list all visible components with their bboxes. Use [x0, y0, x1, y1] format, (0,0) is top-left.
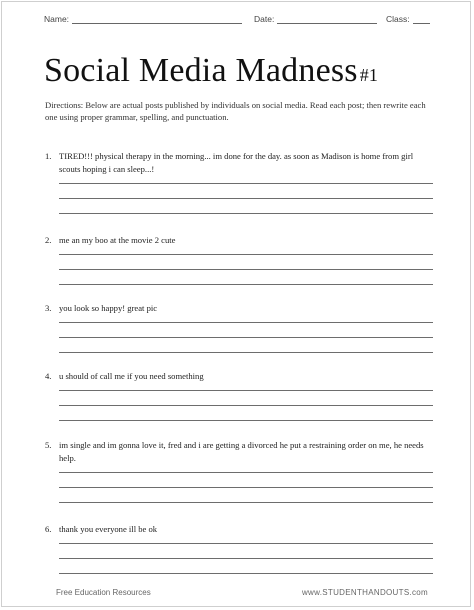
page-title: [44, 52, 378, 90]
answer-line[interactable]: [59, 405, 433, 406]
answer-line[interactable]: [59, 472, 433, 473]
answer-line[interactable]: [59, 337, 433, 338]
answer-line[interactable]: [59, 284, 433, 285]
question-number: 3.: [45, 303, 52, 313]
question-text: TIRED!!! physical therapy in the morning... im done for the day. as soon as Madison is home from girl scouts hoping i can sleep...!: [59, 151, 414, 174]
name-blank[interactable]: [72, 14, 242, 24]
answer-line[interactable]: [59, 183, 433, 184]
answer-line[interactable]: [59, 390, 433, 391]
question-5: [45, 439, 433, 465]
directions-text: Directions: Below are actual posts published by individuals on social media. Read each post; then rewrite each one using proper grammar, spelling, and punctuation.: [45, 100, 426, 122]
question-3: [45, 302, 433, 315]
question-2: [45, 234, 433, 247]
title-number: #1: [359, 65, 379, 85]
question-text: me an my boo at the movie 2 cute: [59, 235, 176, 245]
question-prompt: [45, 439, 433, 465]
question-prompt: [45, 523, 433, 536]
question-prompt: [45, 370, 433, 383]
answer-line[interactable]: [59, 558, 433, 559]
question-number: 2.: [45, 235, 52, 245]
date-label: Date:: [254, 14, 275, 24]
answer-line[interactable]: [59, 573, 433, 574]
question-prompt: [45, 234, 433, 247]
question-number: 4.: [45, 371, 52, 381]
question-text: thank you everyone ill be ok: [59, 524, 158, 534]
question-4: [45, 370, 433, 383]
question-prompt: [45, 302, 433, 315]
answer-line[interactable]: [59, 322, 433, 323]
title-main: Social Media Madness: [44, 52, 358, 89]
answer-line[interactable]: [59, 198, 433, 199]
question-number: 1.: [45, 151, 52, 161]
answer-line[interactable]: [59, 254, 433, 255]
question-prompt: [45, 150, 433, 176]
name-field: [44, 14, 242, 24]
question-1: [45, 150, 433, 176]
answer-line[interactable]: [59, 543, 433, 544]
footer-website-link[interactable]: www.STUDENTHANDOUTS.com: [301, 588, 428, 597]
answer-line[interactable]: [59, 269, 433, 270]
class-blank[interactable]: [413, 14, 430, 24]
answer-line[interactable]: [59, 420, 433, 421]
answer-line[interactable]: [59, 352, 433, 353]
answer-line[interactable]: [59, 502, 433, 503]
answer-line[interactable]: [59, 487, 433, 488]
date-field: [254, 14, 377, 24]
worksheet-header: [44, 14, 434, 28]
question-text: you look so happy! great pic: [59, 303, 158, 313]
answer-line[interactable]: [59, 213, 433, 214]
class-label: Class:: [386, 14, 410, 24]
question-6: [45, 523, 433, 536]
name-label: Name:: [44, 14, 70, 24]
question-number: 5.: [45, 440, 52, 450]
footer-left-text: Free Education Resources: [56, 588, 151, 597]
question-text: im single and im gonna love it, fred and i are getting a divorced he put a restraining order on me, he needs help.: [59, 440, 424, 463]
class-field: [386, 14, 430, 24]
question-number: 6.: [45, 524, 52, 534]
question-text: u should of call me if you need something: [59, 371, 204, 381]
date-blank[interactable]: [277, 14, 377, 24]
